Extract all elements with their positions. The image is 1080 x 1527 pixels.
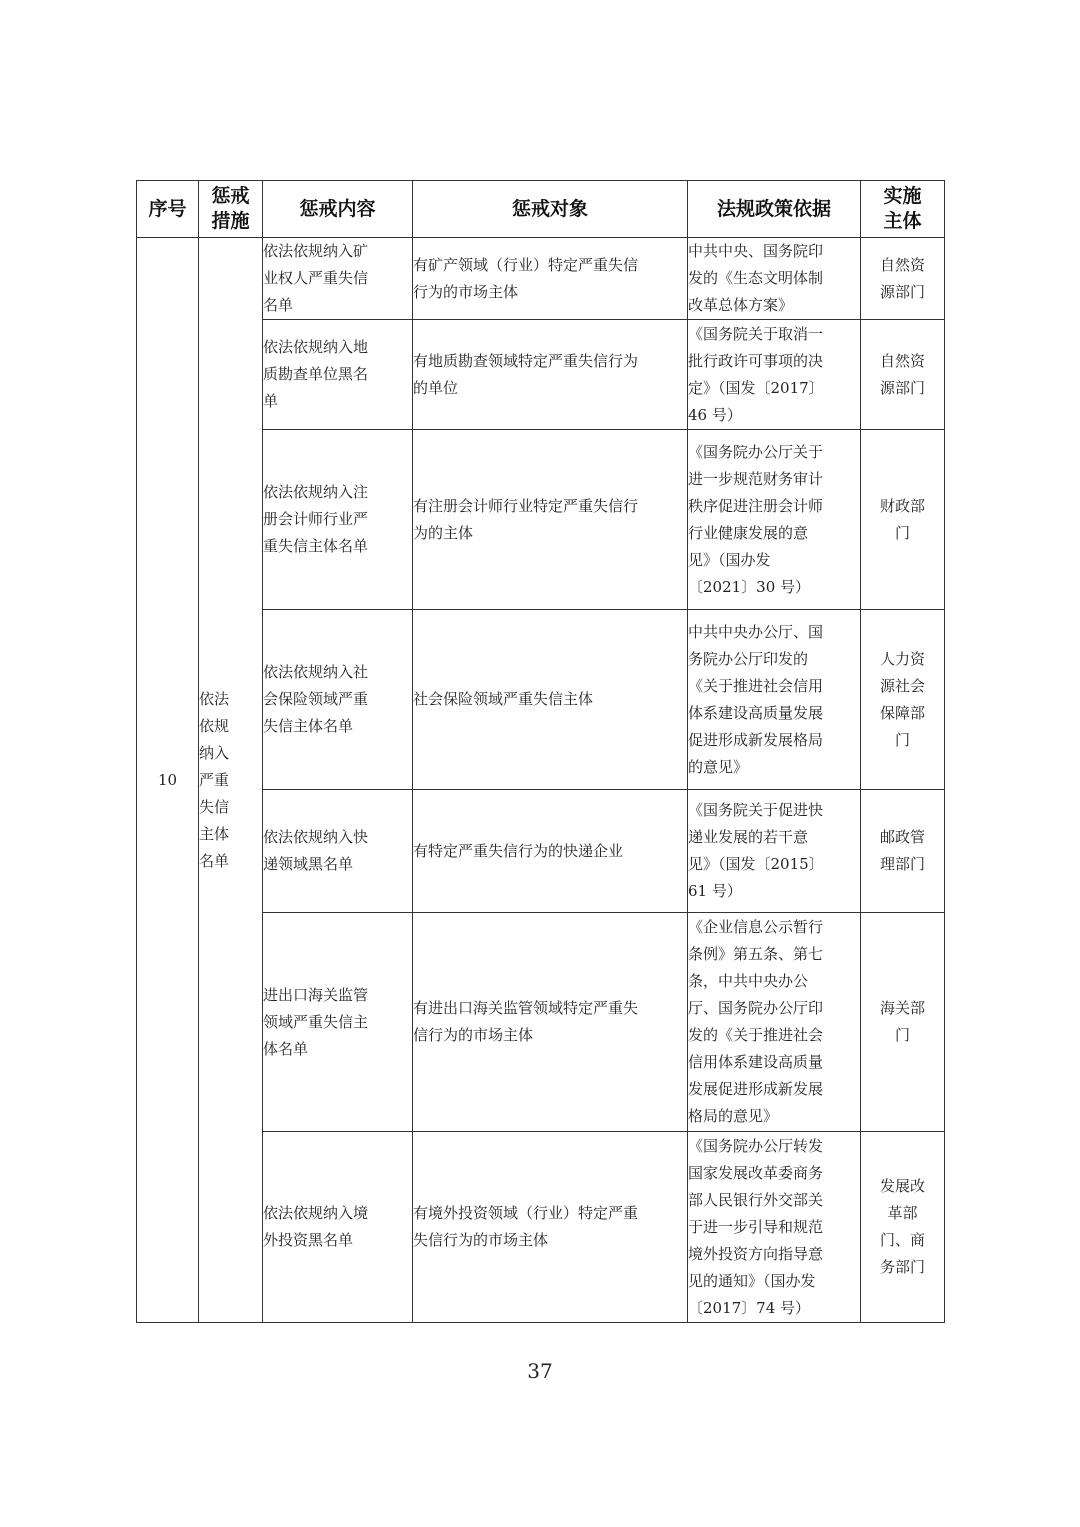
row-basis: 中共中央办公厅、国 务院办公厅印发的 《关于推进社会信用 体系建设高质量发展 促进形成新发展格局 的意见》 <box>688 610 861 790</box>
row-content: 依法依规纳入矿 业权人严重失信 名单 <box>263 238 413 320</box>
row-content: 依法依规纳入社 会保险领域严重 失信主体名单 <box>263 610 413 790</box>
header-seq: 序号 <box>137 181 199 238</box>
header-basis: 法规政策依据 <box>688 181 861 238</box>
table-header-row <box>137 181 945 238</box>
row-executor: 自然资 源部门 <box>861 238 945 320</box>
row-content: 依法依规纳入快 递领域黑名单 <box>263 790 413 913</box>
row-basis: 《企业信息公示暂行 条例》第五条、第七 条，中共中央办公 厅、国务院办公厅印 发的《关于推进社会 信用体系建设高质量 发展促进形成新发展 格局的意见》 <box>688 913 861 1132</box>
row-target: 有地质勘查领域特定严重失信行为 的单位 <box>413 320 688 430</box>
group-seq-number: 10 <box>137 238 199 1323</box>
row-basis: 《国务院关于促进快 递业发展的若干意 见》（国发〔2015〕 61 号） <box>688 790 861 913</box>
row-content: 依法依规纳入境 外投资黑名单 <box>263 1132 413 1323</box>
header-content: 惩戒内容 <box>263 181 413 238</box>
row-target: 有境外投资领域（行业）特定严重 失信行为的市场主体 <box>413 1132 688 1323</box>
group-measure: 依法 依规 纳入 严重 失信 主体 名单 <box>199 238 263 1323</box>
row-executor: 自然资 源部门 <box>861 320 945 430</box>
header-measure: 惩戒 措施 <box>199 181 263 238</box>
row-executor: 发展改 革部 门、商 务部门 <box>861 1132 945 1323</box>
row-executor: 人力资 源社会 保障部 门 <box>861 610 945 790</box>
row-basis: 中共中央、国务院印 发的《生态文明体制 改革总体方案》 <box>688 238 861 320</box>
row-content: 依法依规纳入地 质勘查单位黑名 单 <box>263 320 413 430</box>
row-target: 有进出口海关监管领域特定严重失 信行为的市场主体 <box>413 913 688 1132</box>
header-executor: 实施 主体 <box>861 181 945 238</box>
penalty-measures-table <box>136 180 945 1323</box>
row-target: 有特定严重失信行为的快递企业 <box>413 790 688 913</box>
header-target: 惩戒对象 <box>413 181 688 238</box>
row-basis: 《国务院办公厅关于 进一步规范财务审计 秩序促进注册会计师 行业健康发展的意 见》（国办发 〔2021〕30 号） <box>688 430 861 610</box>
row-target: 社会保险领域严重失信主体 <box>413 610 688 790</box>
row-target: 有矿产领域（行业）特定严重失信 行为的市场主体 <box>413 238 688 320</box>
row-executor: 海关部 门 <box>861 913 945 1132</box>
row-content: 进出口海关监管 领域严重失信主 体名单 <box>263 913 413 1132</box>
row-basis: 《国务院关于取消一 批行政许可事项的决 定》（国发〔2017〕 46 号） <box>688 320 861 430</box>
row-basis: 《国务院办公厅转发 国家发展改革委商务 部人民银行外交部关 于进一步引导和规范 境外投资方向指导意 见的通知》（国办发 〔2017〕74 号） <box>688 1132 861 1323</box>
row-executor: 财政部 门 <box>861 430 945 610</box>
row-target: 有注册会计师行业特定严重失信行 为的主体 <box>413 430 688 610</box>
row-executor: 邮政管 理部门 <box>861 790 945 913</box>
row-content: 依法依规纳入注 册会计师行业严 重失信主体名单 <box>263 430 413 610</box>
page-number: 37 <box>527 1359 553 1383</box>
table-row <box>137 238 945 320</box>
